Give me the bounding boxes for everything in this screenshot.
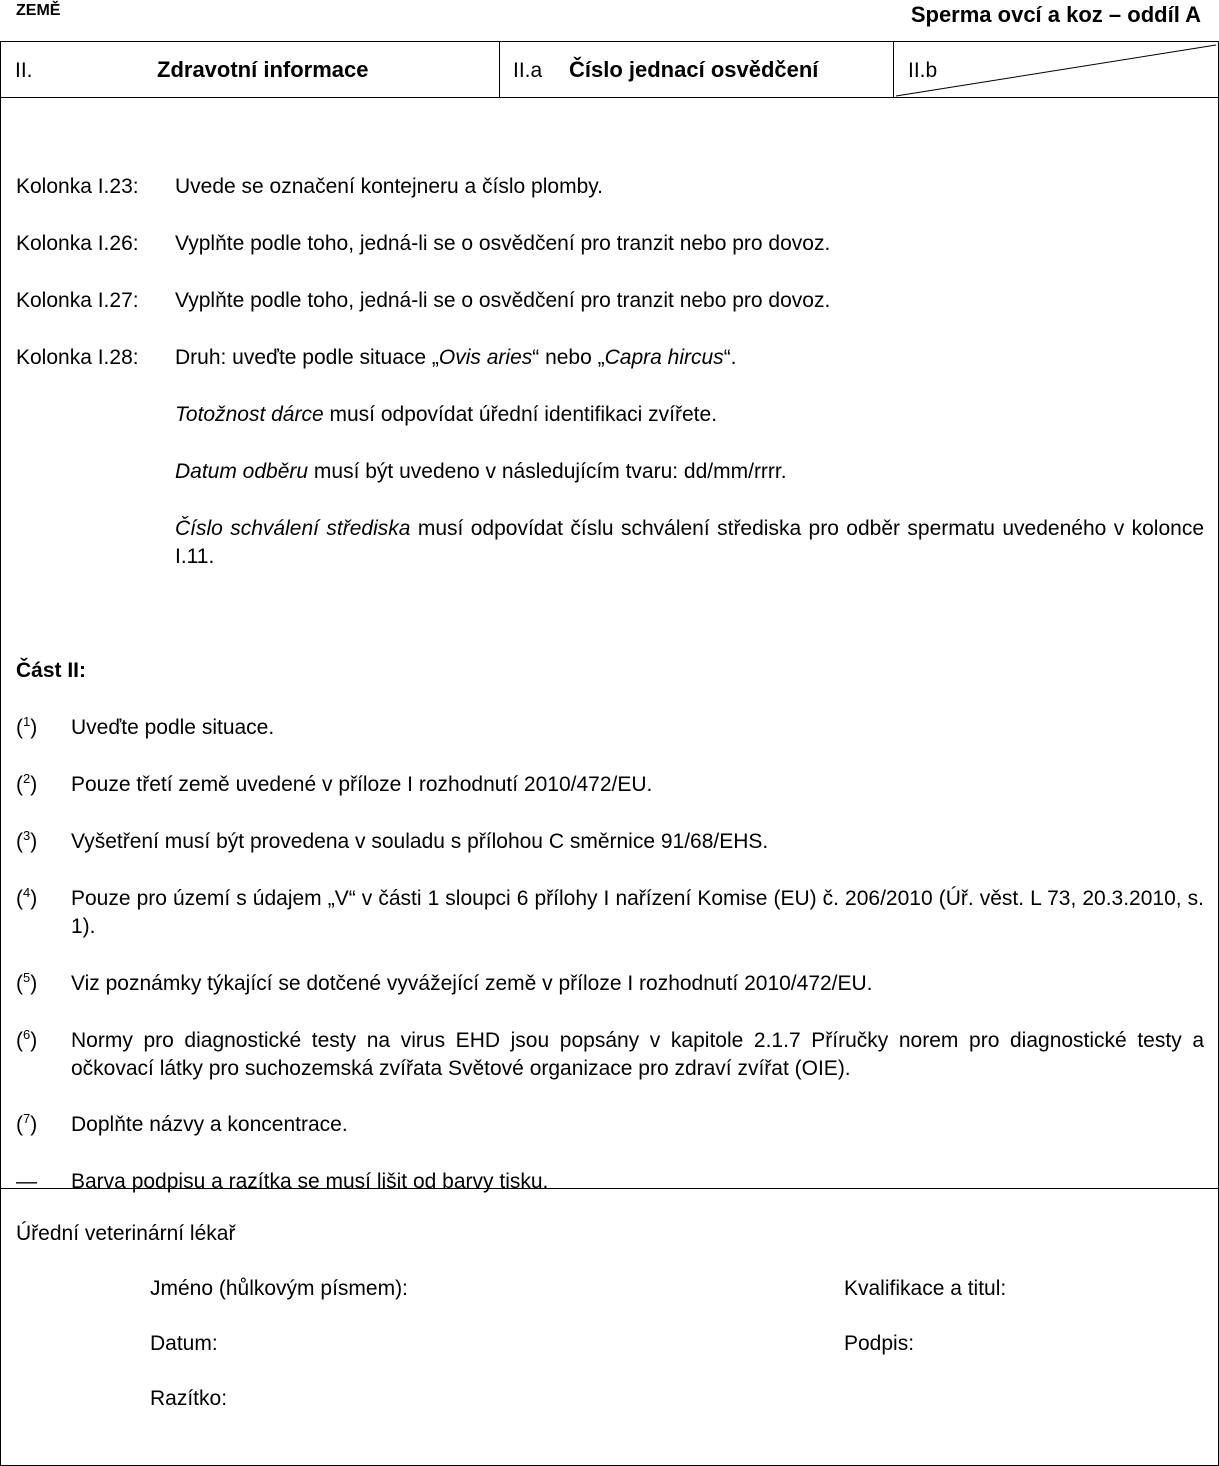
footnote-text: Pouze pro území s údajem „V“ v části 1 sloupci 6 přílohy I nařízení Komise (EU) č. 206/2010 (Úř. věst. L 73, 20.3.2010, s. 1). (71, 887, 1204, 938)
footnote-number: ($^3$) (16, 828, 38, 853)
footnote-number: ($^7$) (16, 1111, 38, 1136)
dash-mark: — (16, 1170, 37, 1193)
header-cell-reference-number (500, 42, 894, 97)
text-segment: “ nebo „ (532, 346, 605, 369)
footnote-text: Doplňte názvy a koncentrace. (71, 1113, 348, 1136)
kolonka-text: Vyplňte podle toho, jedná-li se o osvědčení pro tranzit nebo pro dovoz. (175, 232, 831, 255)
diagonal-line (894, 42, 1218, 97)
date-field-label: Datum: (150, 1332, 218, 1355)
detail-text: musí být uvedeno v následujícím tvaru: dd/mm/rrrr. (308, 460, 787, 483)
dash-note-text: Barva podpisu a razítka se musí lišit od barvy tisku. (71, 1170, 549, 1193)
footnote-number: ($^5$) (16, 970, 38, 995)
signature-section (1, 1189, 1218, 1465)
detail-collection-date (175, 458, 787, 486)
name-field-label: Jméno (hůlkovým písmem): (150, 1277, 408, 1300)
header-number-ii: II. (15, 59, 33, 82)
detail-center-approval (175, 515, 1204, 571)
header-number-iia: II.a (513, 59, 543, 82)
kolonka-text: Uvede se označení kontejneru a číslo plomby. (175, 175, 604, 198)
footnote-text: Uveďte podle situace. (71, 716, 275, 739)
header-title-reference-number: Číslo jednací osvědčení (569, 57, 819, 82)
part-ii-heading: Část II: (16, 659, 87, 682)
certificate-frame (0, 41, 1219, 1466)
footnote-number: ($^6$) (16, 1027, 38, 1052)
detail-text: musí odpovídat úřední identifikaci zvířete. (323, 403, 718, 426)
detail-text: musí odpovídat číslu schválení střediska pro odběr spermatu uvedeného v kolonce I.11. (175, 517, 1205, 568)
header-cell-iib (894, 42, 1218, 97)
footnote-number: ($^2$) (16, 771, 38, 796)
table-header (1, 42, 1218, 98)
text-segment: Druh: uveďte podle situace „ (175, 346, 439, 369)
detail-term: Totožnost dárce (175, 403, 324, 426)
footnote-text: Pouze třetí země uvedené v příloze I rozhodnutí 2010/472/EU. (71, 773, 653, 796)
footnote-text: Vyšetření musí být provedena v souladu s přílohou C směrnice 91/68/EHS. (71, 830, 769, 853)
header-cell-health-info (1, 42, 500, 97)
footnote-number: ($^1$) (16, 714, 38, 739)
detail-term: Číslo schválení střediska (175, 517, 411, 540)
kolonka-text: Vyplňte podle toho, jedná-li se o osvědčení pro tranzit nebo pro dovoz. (175, 289, 831, 312)
detail-term: Datum odběru (175, 460, 309, 483)
official-veterinarian-label: Úřední veterinární lékař (16, 1222, 236, 1245)
signature-field-label: Podpis: (844, 1332, 915, 1355)
kolonka-label: Kolonka I.23: (16, 175, 139, 198)
footnote-number: ($^4$) (16, 885, 38, 910)
kolonka-label: Kolonka I.27: (16, 289, 139, 312)
species-capra: Capra hircus (604, 346, 724, 369)
kolonka-label: Kolonka I.28: (16, 346, 139, 369)
text-segment: “. (723, 346, 737, 369)
country-label: ZEMĚ (16, 2, 61, 19)
footnote-text: Viz poznámky týkající se dotčené vyvážející země v příloze I rozhodnutí 2010/472/EU. (71, 972, 873, 995)
header-number-iib: II.b (908, 59, 938, 82)
kolonka-text (175, 344, 737, 372)
kolonka-label: Kolonka I.26: (16, 232, 139, 255)
stamp-field-label: Razítko: (150, 1387, 228, 1410)
detail-donor-identity (175, 401, 717, 429)
header-title-health-info: Zdravotní informace (157, 57, 369, 82)
qualification-field-label: Kvalifikace a titul: (844, 1277, 1007, 1300)
notes-section (1, 98, 1218, 1193)
footnote-text: Normy pro diagnostické testy na virus EHD jsou popsány v kapitole 2.1.7 Příručky norem pro diagnostické testy a očkovací látky pro suchozemská zvířata Světové organizace pro zdraví zvířat (OIE). (71, 1029, 1204, 1080)
species-ovis: Ovis aries (438, 346, 533, 369)
document-title: Sperma ovcí a koz – oddíl A (910, 2, 1201, 27)
